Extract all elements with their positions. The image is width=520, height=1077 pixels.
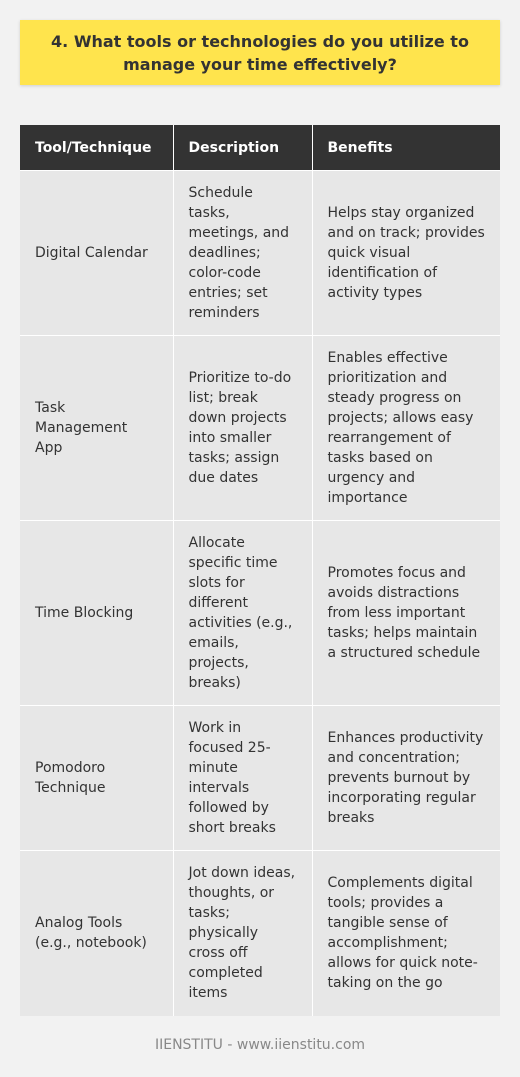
cell-tool: Analog Tools (e.g., notebook) <box>20 851 173 1016</box>
header-description: Description <box>173 125 312 171</box>
header-benefits: Benefits <box>312 125 500 171</box>
cell-benefits: Enables effective prioritization and steady progress on projects; allows easy rearrangement of tasks based on urgency and importance <box>312 336 500 521</box>
cell-benefits: Complements digital tools; provides a tangible sense of accomplishment; allows for quick note-taking on the go <box>312 851 500 1016</box>
table-row <box>20 851 500 1016</box>
cell-benefits: Promotes focus and avoids distractions from less important tasks; helps maintain a structured schedule <box>312 521 500 706</box>
page-title: 4. What tools or technologies do you utilize to manage your time effectively? <box>51 31 469 74</box>
tools-table <box>20 125 500 1016</box>
title-banner <box>20 20 500 85</box>
cell-description: Allocate specific time slots for different activities (e.g., emails, projects, breaks) <box>173 521 312 706</box>
footer-credit: IIENSTITU - www.iienstitu.com <box>154 1037 366 1053</box>
cell-description: Schedule tasks, meetings, and deadlines; color-code entries; set reminders <box>173 171 312 336</box>
cell-benefits: Enhances productivity and concentration; prevents burnout by incorporating regular breaks <box>312 706 500 851</box>
cell-tool: Time Blocking <box>20 521 173 706</box>
cell-tool: Task Management App <box>20 336 173 521</box>
table-header-row <box>20 125 500 171</box>
cell-description: Jot down ideas, thoughts, or tasks; physically cross off completed items <box>173 851 312 1016</box>
table-row <box>20 171 500 336</box>
cell-benefits: Helps stay organized and on track; provides quick visual identification of activity types <box>312 171 500 336</box>
table-row <box>20 521 500 706</box>
cell-tool: Pomodoro Technique <box>20 706 173 851</box>
table-row <box>20 336 500 521</box>
cell-description: Prioritize to-do list; break down projects into smaller tasks; assign due dates <box>173 336 312 521</box>
cell-tool: Digital Calendar <box>20 171 173 336</box>
cell-description: Work in focused 25-minute intervals followed by short breaks <box>173 706 312 851</box>
table-row <box>20 706 500 851</box>
header-tool: Tool/Technique <box>20 125 173 171</box>
